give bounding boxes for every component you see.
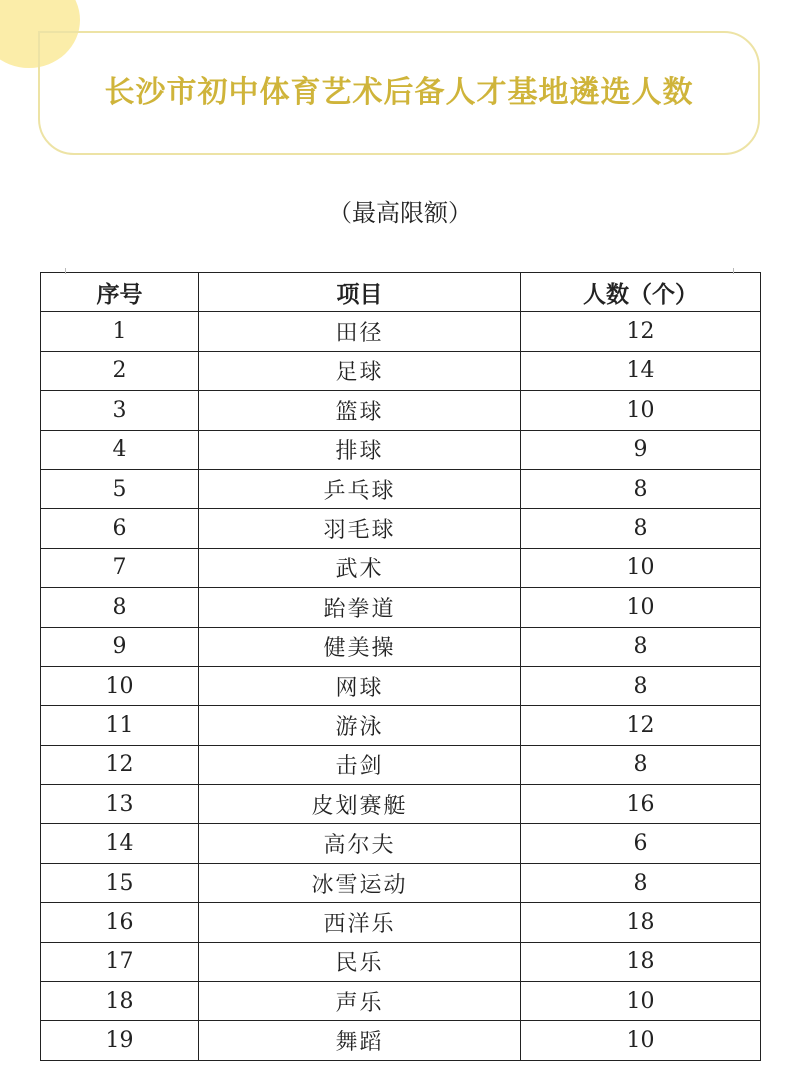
table-row: [41, 469, 761, 508]
table-row: [41, 627, 761, 666]
row-number: 7: [41, 548, 199, 587]
table-row: [41, 666, 761, 705]
row-count: 16: [521, 785, 761, 824]
row-number: 5: [41, 469, 199, 508]
table-row: [41, 706, 761, 745]
row-number: 12: [41, 745, 199, 784]
row-count: 6: [521, 824, 761, 863]
row-number: 6: [41, 509, 199, 548]
row-count: 18: [521, 942, 761, 981]
row-number: 15: [41, 863, 199, 902]
row-item: 冰雪运动: [199, 863, 521, 902]
table-row: [41, 1021, 761, 1060]
table-row: [41, 745, 761, 784]
quota-table-container: [40, 272, 760, 1061]
row-count: 10: [521, 1021, 761, 1060]
row-number: 3: [41, 391, 199, 430]
table-row: [41, 351, 761, 390]
row-count: 8: [521, 469, 761, 508]
row-count: 9: [521, 430, 761, 469]
title-banner: [38, 31, 760, 155]
row-count: 10: [521, 391, 761, 430]
table-row: [41, 509, 761, 548]
table-row: [41, 548, 761, 587]
page-title: 长沙市初中体育艺术后备人才基地遴选人数: [104, 75, 694, 110]
row-count: 8: [521, 627, 761, 666]
header-count: 人数（个）: [521, 273, 761, 312]
row-item: 皮划赛艇: [199, 785, 521, 824]
header-number: 序号: [41, 273, 199, 312]
row-number: 1: [41, 312, 199, 351]
row-number: 13: [41, 785, 199, 824]
row-item: 篮球: [199, 391, 521, 430]
row-item: 舞蹈: [199, 1021, 521, 1060]
row-count: 18: [521, 903, 761, 942]
row-item: 高尔夫: [199, 824, 521, 863]
row-item: 排球: [199, 430, 521, 469]
row-count: 8: [521, 509, 761, 548]
row-number: 4: [41, 430, 199, 469]
row-count: 12: [521, 706, 761, 745]
row-count: 10: [521, 982, 761, 1021]
row-count: 14: [521, 351, 761, 390]
row-number: 9: [41, 627, 199, 666]
quota-table: [40, 272, 761, 1061]
table-body: [41, 312, 761, 1060]
row-item: 跆拳道: [199, 588, 521, 627]
row-count: 8: [521, 745, 761, 784]
row-count: 10: [521, 548, 761, 587]
table-row: [41, 903, 761, 942]
row-number: 18: [41, 982, 199, 1021]
row-number: 16: [41, 903, 199, 942]
row-item: 游泳: [199, 706, 521, 745]
row-item: 击剑: [199, 745, 521, 784]
row-number: 19: [41, 1021, 199, 1060]
row-item: 足球: [199, 351, 521, 390]
table-row: [41, 588, 761, 627]
header-item: 项目: [199, 273, 521, 312]
row-number: 17: [41, 942, 199, 981]
row-count: 8: [521, 666, 761, 705]
row-item: 西洋乐: [199, 903, 521, 942]
table-header-row: [41, 273, 761, 312]
row-number: 14: [41, 824, 199, 863]
row-number: 11: [41, 706, 199, 745]
row-item: 田径: [199, 312, 521, 351]
page-subtitle: （最高限额）: [328, 199, 472, 227]
row-number: 2: [41, 351, 199, 390]
table-tick-mark: [733, 268, 734, 274]
table-row: [41, 391, 761, 430]
table-row: [41, 942, 761, 981]
table-row: [41, 863, 761, 902]
table-row: [41, 824, 761, 863]
row-item: 网球: [199, 666, 521, 705]
table-row: [41, 430, 761, 469]
row-number: 8: [41, 588, 199, 627]
row-number: 10: [41, 666, 199, 705]
table-row: [41, 312, 761, 351]
table-row: [41, 785, 761, 824]
row-item: 声乐: [199, 982, 521, 1021]
row-count: 8: [521, 863, 761, 902]
row-item: 羽毛球: [199, 509, 521, 548]
row-item: 健美操: [199, 627, 521, 666]
row-count: 12: [521, 312, 761, 351]
row-count: 10: [521, 588, 761, 627]
table-row: [41, 982, 761, 1021]
table-tick-mark: [65, 268, 66, 274]
row-item: 乒乓球: [199, 469, 521, 508]
row-item: 民乐: [199, 942, 521, 981]
row-item: 武术: [199, 548, 521, 587]
